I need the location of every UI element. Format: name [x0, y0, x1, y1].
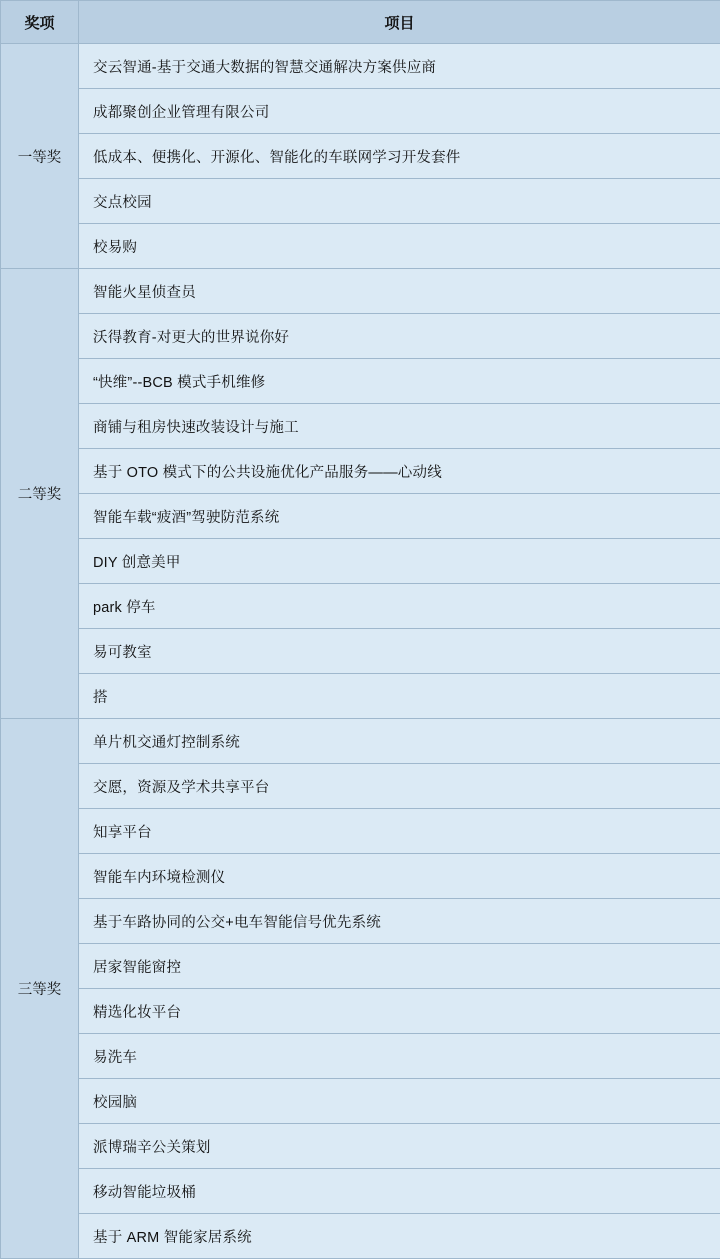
project-name: 低成本、便携化、开源化、智能化的车联网学习开发套件	[79, 134, 720, 179]
table-row	[1, 494, 720, 539]
project-name: 商铺与租房快速改装设计与施工	[79, 404, 720, 449]
project-name: 基于 ARM 智能家居系统	[79, 1214, 720, 1259]
table-body	[1, 44, 720, 1259]
table-row	[1, 674, 720, 719]
project-name: 智能火星侦查员	[79, 269, 720, 314]
table-row	[1, 899, 720, 944]
project-name: 校易购	[79, 224, 720, 269]
project-name: “快维”--BCB 模式手机维修	[79, 359, 720, 404]
project-name: park 停车	[79, 584, 720, 629]
table-header-row	[1, 1, 720, 44]
table-row	[1, 989, 720, 1034]
project-name: 搭	[79, 674, 720, 719]
table-row	[1, 1034, 720, 1079]
project-name: 基于车路协同的公交+电车智能信号优先系统	[79, 899, 720, 944]
column-header-project: 项目	[79, 1, 720, 44]
table-row	[1, 719, 720, 764]
project-name: 知享平台	[79, 809, 720, 854]
project-name: 基于 OTO 模式下的公共设施优化产品服务——心动线	[79, 449, 720, 494]
table-row	[1, 1214, 720, 1259]
project-name: 移动智能垃圾桶	[79, 1169, 720, 1214]
table-row	[1, 1124, 720, 1169]
table-row	[1, 1169, 720, 1214]
table-row	[1, 89, 720, 134]
table-row	[1, 944, 720, 989]
award-label-second-prize: 二等奖	[1, 269, 79, 719]
table-row	[1, 179, 720, 224]
table-row	[1, 764, 720, 809]
table-row	[1, 134, 720, 179]
project-name: 成都聚创企业管理有限公司	[79, 89, 720, 134]
table-header	[1, 1, 720, 44]
project-name: 校园脑	[79, 1079, 720, 1124]
table-row	[1, 44, 720, 89]
project-name: DIY 创意美甲	[79, 539, 720, 584]
column-header-award: 奖项	[1, 1, 79, 44]
table-row	[1, 809, 720, 854]
project-name: 交点校园	[79, 179, 720, 224]
project-name: 单片机交通灯控制系统	[79, 719, 720, 764]
project-name: 居家智能窗控	[79, 944, 720, 989]
project-name: 智能车内环境检测仪	[79, 854, 720, 899]
project-name: 易洗车	[79, 1034, 720, 1079]
table-row	[1, 359, 720, 404]
table-row	[1, 224, 720, 269]
award-label-first-prize: 一等奖	[1, 44, 79, 269]
table-row	[1, 269, 720, 314]
project-name: 沃得教育-对更大的世界说你好	[79, 314, 720, 359]
table-row	[1, 404, 720, 449]
project-name: 交愿，资源及学术共享平台	[79, 764, 720, 809]
table-row	[1, 629, 720, 674]
project-name: 智能车载“疲酒”驾驶防范系统	[79, 494, 720, 539]
table-row	[1, 854, 720, 899]
project-name: 易可教室	[79, 629, 720, 674]
project-name: 精选化妆平台	[79, 989, 720, 1034]
table-row	[1, 584, 720, 629]
project-name: 派博瑞辛公关策划	[79, 1124, 720, 1169]
table-row	[1, 449, 720, 494]
award-label-third-prize: 三等奖	[1, 719, 79, 1259]
table-row	[1, 539, 720, 584]
table-row	[1, 1079, 720, 1124]
table-row	[1, 314, 720, 359]
project-name: 交云智通-基于交通大数据的智慧交通解决方案供应商	[79, 44, 720, 89]
